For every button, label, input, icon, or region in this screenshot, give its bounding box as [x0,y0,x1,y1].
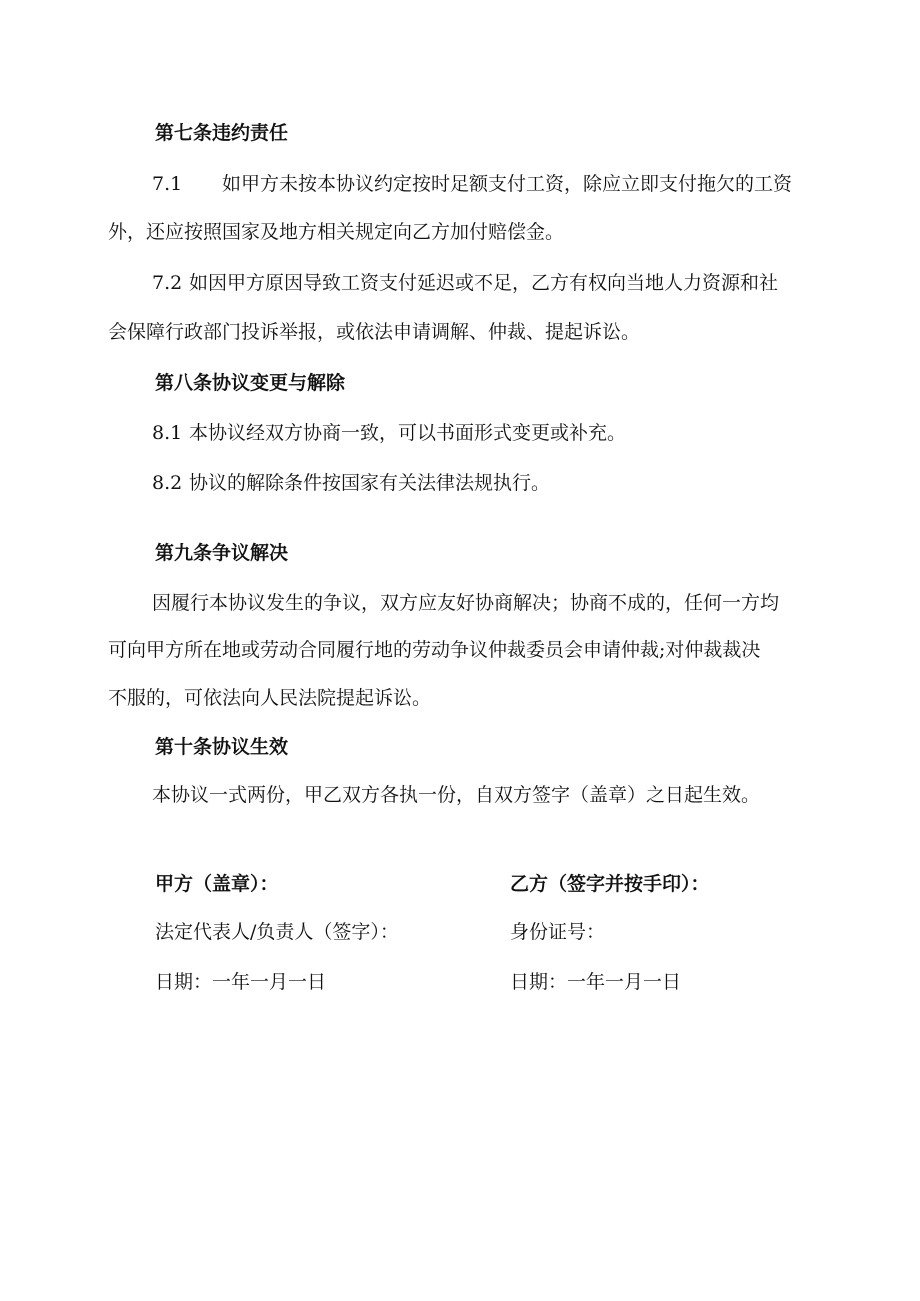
article-9-line-2: 可向甲方所在地或劳动合同履行地的劳动争议仲裁委员会申请仲裁;对仲裁裁决 [108,639,761,661]
article-7-heading: 第七条违约责任 [155,122,289,144]
party-a-label: 甲方（盖章）： [155,873,279,895]
article-8-heading: 第八条协议变更与解除 [155,372,346,394]
clause-text: 协议的解除条件按国家有关法律法规执行。 [189,472,551,494]
clause-text: 本协议经双方协商一致，可以书面形式变更或补充。 [189,422,627,444]
party-a-date: 日期：一年一月一日 [155,971,327,993]
party-b-id-number: 身份证号： [510,921,606,943]
article-7-2-line-1 [152,271,778,295]
article-7-1-line-1 [152,172,792,196]
article-8-2 [152,471,550,495]
article-7-2-line-2: 会保障行政部门投诉举报，或依法申请调解、仲裁、提起诉讼。 [108,321,641,343]
clause-text: 如因甲方原因导致工资支付延迟或不足，乙方有权向当地人力资源和社 [189,272,779,294]
article-9-line-3: 不服的，可依法向人民法院提起诉讼。 [108,687,432,709]
party-b-date: 日期：一年一月一日 [510,971,682,993]
clause-number: 8.1 [152,422,183,444]
article-8-1 [152,421,626,445]
party-b-label: 乙方（签字并按手印）： [510,873,710,895]
article-9-line-1: 因履行本协议发生的争议，双方应友好协商解决；协商不成的，任何一方均 [152,592,780,614]
party-a-representative: 法定代表人/负责人（签字）： [155,921,399,943]
article-10-heading: 第十条协议生效 [155,736,289,758]
article-10-text: 本协议一式两份，甲乙双方各执一份，自双方签字（盖章）之日起生效。 [152,784,761,806]
clause-number: 7.1 [152,173,183,195]
clause-number: 7.2 [152,272,183,294]
clause-number: 8.2 [152,472,183,494]
clause-text: 如甲方未按本协议约定按时足额支付工资，除应立即支付拖欠的工资 [222,173,793,195]
article-7-1-line-2: 外，还应按照国家及地方相关规定向乙方加付赔偿金。 [108,221,565,243]
article-9-heading: 第九条争议解决 [155,542,289,564]
